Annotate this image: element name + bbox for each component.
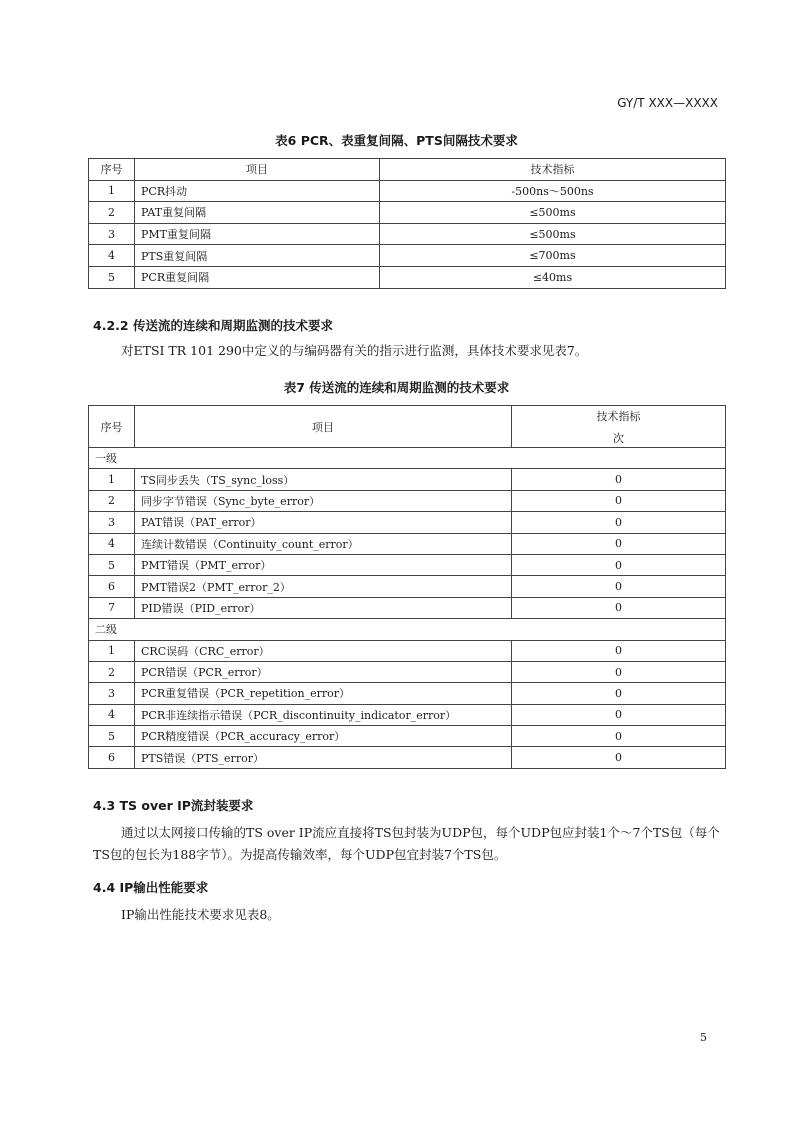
table-cell: ≤500ms xyxy=(380,223,726,245)
table7-group-row xyxy=(89,619,726,640)
document-code: GY/T XXX—XXXX xyxy=(617,96,718,110)
table-cell: 4 xyxy=(89,533,135,554)
table-cell: PMT错误2（PMT_error_2） xyxy=(135,576,512,597)
table-cell: 5 xyxy=(89,554,135,575)
table-cell: 0 xyxy=(512,640,726,661)
table7-group-row xyxy=(89,448,726,469)
table-cell: 0 xyxy=(512,597,726,618)
table6 xyxy=(88,158,726,289)
table-row xyxy=(89,576,726,597)
table-cell: 3 xyxy=(89,512,135,533)
table-cell: 7 xyxy=(89,597,135,618)
table-row xyxy=(89,512,726,533)
table-cell: PCR非连续指示错误（PCR_discontinuity_indicator_error） xyxy=(135,704,512,725)
table-cell: CRC误码（CRC_error） xyxy=(135,640,512,661)
table-row xyxy=(89,245,726,267)
table-row xyxy=(89,223,726,245)
table7-col-header xyxy=(512,406,726,448)
table-row xyxy=(89,554,726,575)
table-row xyxy=(89,747,726,768)
table-row xyxy=(89,533,726,554)
table-cell: 0 xyxy=(512,554,726,575)
table-cell: 5 xyxy=(89,726,135,747)
table-cell: 4 xyxy=(89,704,135,725)
table-cell: PAT重复间隔 xyxy=(135,202,380,224)
table-row xyxy=(89,661,726,682)
group-label: 一级 xyxy=(89,448,726,469)
table-row xyxy=(89,469,726,490)
table-cell: PTS错误（PTS_error） xyxy=(135,747,512,768)
table-cell: 连续计数错误（Continuity_count_error） xyxy=(135,533,512,554)
table7 xyxy=(88,405,726,769)
table-cell: PCR错误（PCR_error） xyxy=(135,661,512,682)
table-cell: PCR重复间隔 xyxy=(135,266,380,288)
section-4-2-2-body: 对ETSI TR 101 290中定义的与编码器有关的指示进行监测，具体技术要求见表7。 xyxy=(121,343,588,358)
table-cell: 0 xyxy=(512,533,726,554)
table7-col-header: 序号 xyxy=(89,406,135,448)
page-number: 5 xyxy=(700,1031,707,1044)
table-row xyxy=(89,202,726,224)
table7-unit-label: 次 xyxy=(613,431,624,445)
table-cell: PCR精度错误（PCR_accuracy_error） xyxy=(135,726,512,747)
table7-header-row xyxy=(89,406,726,448)
table-cell: PCR重复错误（PCR_repetition_error） xyxy=(135,683,512,704)
table-cell: ≤40ms xyxy=(380,266,726,288)
table-cell: 0 xyxy=(512,576,726,597)
section-heading-4-3: 4.3 TS over IP流封装要求 xyxy=(93,798,254,813)
table-cell: PID错误（PID_error） xyxy=(135,597,512,618)
table-cell: 0 xyxy=(512,683,726,704)
table-row xyxy=(89,704,726,725)
section-heading-4-4: 4.4 IP输出性能要求 xyxy=(93,880,209,895)
table-cell: 3 xyxy=(89,223,135,245)
section-4-3-body: 通过以太网接口传输的TS over IP流应直接将TS包封装为UDP包，每个UDP包应封装1个～7个TS包（每个TS包的包长为188字节）。为提高传输效率，每个UDP包宜封装7个TS包。 xyxy=(93,825,720,862)
table-row xyxy=(89,640,726,661)
table-cell: ≤700ms xyxy=(380,245,726,267)
table6-caption: 表6 PCR、表重复间隔、PTS间隔技术要求 xyxy=(275,133,518,148)
table-row xyxy=(89,180,726,202)
table6-header-row xyxy=(89,159,726,181)
table-cell: 0 xyxy=(512,661,726,682)
table-row xyxy=(89,490,726,511)
table-cell: 2 xyxy=(89,490,135,511)
table-cell: 0 xyxy=(512,512,726,533)
table-cell: PAT错误（PAT_error） xyxy=(135,512,512,533)
table-cell: PMT重复间隔 xyxy=(135,223,380,245)
table6-col-header: 技术指标 xyxy=(380,159,726,181)
table-cell: 5 xyxy=(89,266,135,288)
table-cell: 1 xyxy=(89,640,135,661)
table-cell: PTS重复间隔 xyxy=(135,245,380,267)
table-cell: 2 xyxy=(89,202,135,224)
table-cell: 同步字节错误（Sync_byte_error） xyxy=(135,490,512,511)
table-cell: 6 xyxy=(89,576,135,597)
group-label: 二级 xyxy=(89,619,726,640)
table-cell: 0 xyxy=(512,490,726,511)
table-cell: 0 xyxy=(512,726,726,747)
table-cell: PCR抖动 xyxy=(135,180,380,202)
table7-indicator-label: 技术指标 xyxy=(596,409,641,423)
section-heading-4-2-2: 4.2.2 传送流的连续和周期监测的技术要求 xyxy=(93,318,333,333)
table-row xyxy=(89,683,726,704)
section-4-4-body: IP输出性能技术要求见表8。 xyxy=(121,907,280,922)
table6-col-header: 项目 xyxy=(135,159,380,181)
table6-col-header: 序号 xyxy=(89,159,135,181)
table-cell: 3 xyxy=(89,683,135,704)
table-cell: 4 xyxy=(89,245,135,267)
table-cell: 0 xyxy=(512,747,726,768)
table-row xyxy=(89,726,726,747)
table-row xyxy=(89,266,726,288)
table-cell: -500ns～500ns xyxy=(380,180,726,202)
table7-col-header: 项目 xyxy=(135,406,512,448)
table-cell: PMT错误（PMT_error） xyxy=(135,554,512,575)
table7-caption: 表7 传送流的连续和周期监测的技术要求 xyxy=(283,380,510,395)
table-cell: 2 xyxy=(89,661,135,682)
table-cell: ≤500ms xyxy=(380,202,726,224)
table-cell: 1 xyxy=(89,469,135,490)
table-cell: 0 xyxy=(512,704,726,725)
table-cell: 6 xyxy=(89,747,135,768)
table-cell: 0 xyxy=(512,469,726,490)
table-cell: 1 xyxy=(89,180,135,202)
table-row xyxy=(89,597,726,618)
table-cell: TS同步丢失（TS_sync_loss） xyxy=(135,469,512,490)
